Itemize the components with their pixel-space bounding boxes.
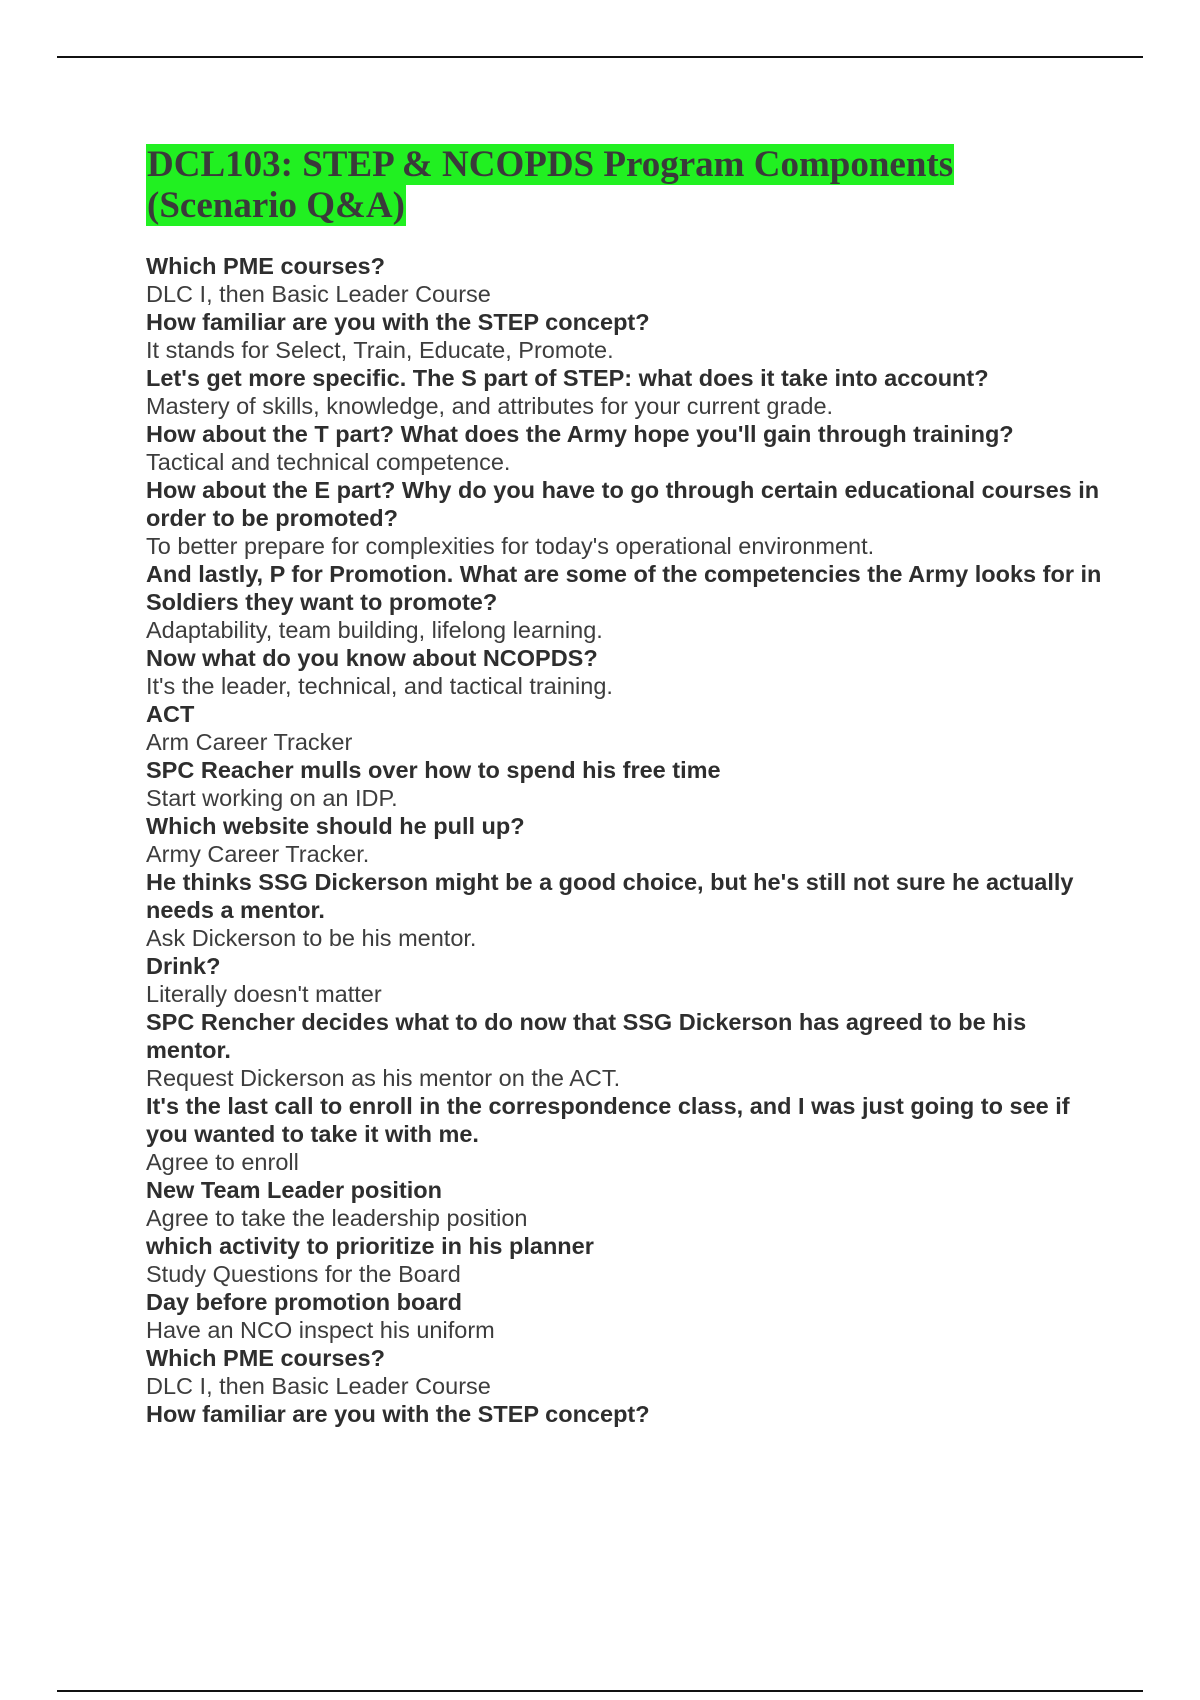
qa-item bbox=[146, 1176, 1106, 1232]
answer: It stands for Select, Train, Educate, Promote. bbox=[146, 337, 614, 363]
question: How about the T part? What does the Army hope you'll gain through training? bbox=[146, 421, 1014, 447]
answer: To better prepare for complexities for today's operational environment. bbox=[146, 533, 875, 559]
question: And lastly, P for Promotion. What are some of the competencies the Army looks for in Soldiers they want to promote? bbox=[146, 561, 1102, 615]
bottom-rule bbox=[57, 1690, 1143, 1692]
answer: Mastery of skills, knowledge, and attributes for your current grade. bbox=[146, 393, 834, 419]
qa-item bbox=[146, 1008, 1106, 1092]
question: ACT bbox=[146, 701, 195, 727]
answer: Army Career Tracker. bbox=[146, 841, 370, 867]
answer: Literally doesn't matter bbox=[146, 981, 382, 1007]
qa-item bbox=[146, 812, 1106, 868]
question: New Team Leader position bbox=[146, 1177, 442, 1203]
qa-item bbox=[146, 560, 1106, 644]
qa-item bbox=[146, 868, 1106, 952]
title-line-1: DCL103: STEP & NCOPDS Program Components bbox=[147, 144, 954, 185]
answer: DLC I, then Basic Leader Course bbox=[146, 1373, 491, 1399]
question: Drink? bbox=[146, 953, 221, 979]
qa-item bbox=[146, 1400, 1106, 1428]
question: It's the last call to enroll in the correspondence class, and I was just going to see if you wanted to take it with me. bbox=[146, 1093, 1070, 1147]
answer: DLC I, then Basic Leader Course bbox=[146, 281, 491, 307]
answer: Start working on an IDP. bbox=[146, 785, 398, 811]
answer: Request Dickerson as his mentor on the ACT. bbox=[146, 1065, 621, 1091]
question: How familiar are you with the STEP concept? bbox=[146, 1401, 650, 1427]
qa-item bbox=[146, 1092, 1106, 1176]
question: Day before promotion board bbox=[146, 1289, 462, 1315]
answer: Study Questions for the Board bbox=[146, 1261, 461, 1287]
question: Which website should he pull up? bbox=[146, 813, 525, 839]
question: which activity to prioritize in his planner bbox=[146, 1233, 594, 1259]
question: How familiar are you with the STEP concept? bbox=[146, 309, 650, 335]
qa-item bbox=[146, 700, 1106, 756]
qa-item bbox=[146, 476, 1106, 560]
qa-item bbox=[146, 644, 1106, 700]
document-title bbox=[146, 144, 1106, 226]
qa-list bbox=[146, 252, 1106, 1428]
top-rule bbox=[57, 56, 1143, 58]
answer: Agree to enroll bbox=[146, 1149, 299, 1175]
question: SPC Rencher decides what to do now that SSG Dickerson has agreed to be his mentor. bbox=[146, 1009, 1027, 1063]
answer: It's the leader, technical, and tactical training. bbox=[146, 673, 613, 699]
qa-item bbox=[146, 1344, 1106, 1400]
answer: Agree to take the leadership position bbox=[146, 1205, 528, 1231]
answer: Tactical and technical competence. bbox=[146, 449, 511, 475]
qa-item bbox=[146, 1232, 1106, 1288]
qa-item bbox=[146, 756, 1106, 812]
qa-item bbox=[146, 952, 1106, 1008]
question: Which PME courses? bbox=[146, 1345, 385, 1371]
qa-item bbox=[146, 1288, 1106, 1344]
qa-item bbox=[146, 420, 1106, 476]
question: He thinks SSG Dickerson might be a good choice, but he's still not sure he actually needs a mentor. bbox=[146, 869, 1074, 923]
question: Now what do you know about NCOPDS? bbox=[146, 645, 598, 671]
answer: Have an NCO inspect his uniform bbox=[146, 1317, 495, 1343]
answer: Arm Career Tracker bbox=[146, 729, 353, 755]
title-highlight bbox=[146, 144, 954, 226]
question: Let's get more specific. The S part of STEP: what does it take into account? bbox=[146, 365, 989, 391]
question: SPC Reacher mulls over how to spend his free time bbox=[146, 757, 721, 783]
answer: Ask Dickerson to be his mentor. bbox=[146, 925, 477, 951]
document-body bbox=[146, 144, 1106, 1428]
qa-item bbox=[146, 364, 1106, 420]
question: How about the E part? Why do you have to go through certain educational courses in order to be promoted? bbox=[146, 477, 1100, 531]
question: Which PME courses? bbox=[146, 253, 385, 279]
title-line-2: (Scenario Q&A) bbox=[147, 185, 405, 226]
answer: Adaptability, team building, lifelong learning. bbox=[146, 617, 603, 643]
qa-item bbox=[146, 252, 1106, 308]
qa-item bbox=[146, 308, 1106, 364]
